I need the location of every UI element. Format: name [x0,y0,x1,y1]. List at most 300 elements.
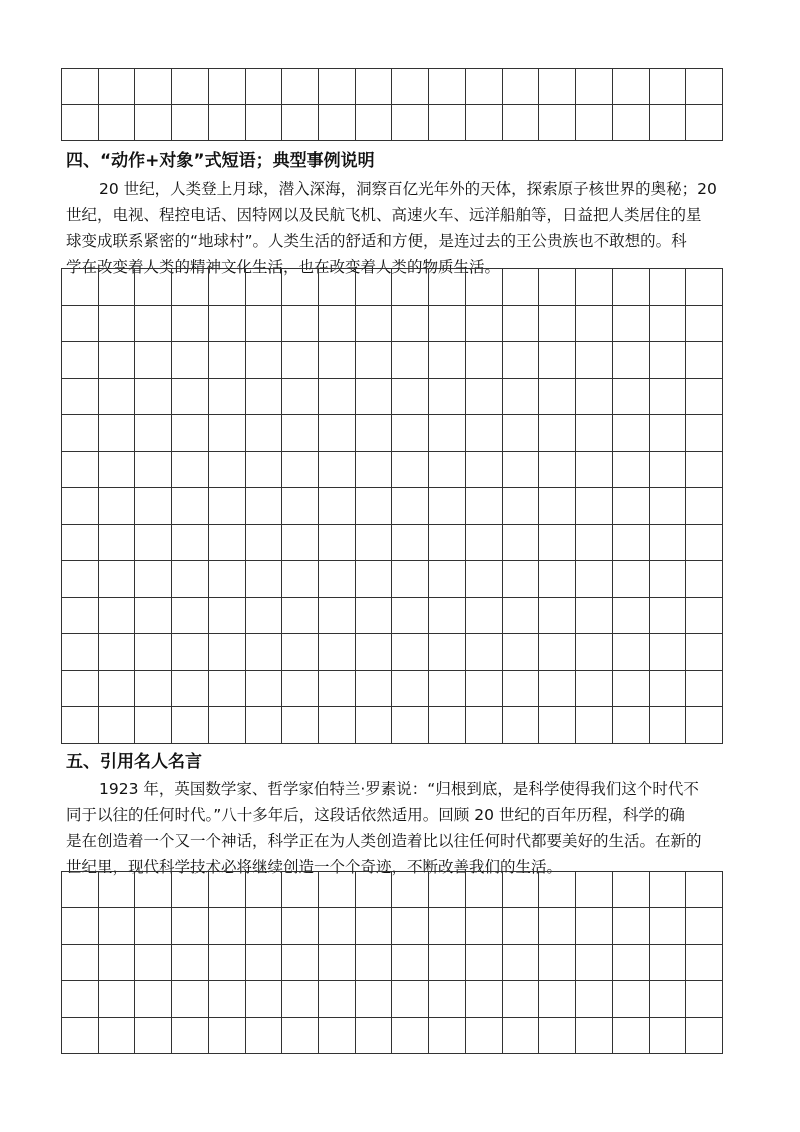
grid-cell [62,306,99,343]
grid-cell [576,872,613,908]
grid-cell [172,488,209,525]
grid-cell [209,269,246,306]
grid-cell [246,525,283,562]
grid-cell [466,872,503,908]
grid-cell [613,598,650,635]
grid-cell [503,945,540,981]
grid-cell [99,269,136,306]
grid-cell [99,379,136,416]
grid-cell [172,945,209,981]
grid-cell [576,415,613,452]
grid-cell [392,379,429,416]
grid-cell [356,306,393,343]
grid-cell [246,69,283,105]
grid-cell [650,1018,687,1054]
grid-cell [356,561,393,598]
grid-cell [503,269,540,306]
grid-cell [503,452,540,489]
grid-cell [650,488,687,525]
grid-cell [319,525,356,562]
grid-cell [392,908,429,944]
grid-cell [539,981,576,1017]
grid-cell [576,671,613,708]
grid-cell [172,342,209,379]
grid-cell [392,306,429,343]
grid-cell [282,342,319,379]
grid-cell [503,908,540,944]
grid-cell [62,1018,99,1054]
grid-cell [392,1018,429,1054]
grid-cell [613,379,650,416]
grid-cell [99,634,136,671]
grid-cell [62,561,99,598]
writing-grid-middle [61,268,723,744]
grid-cell [209,306,246,343]
grid-cell [392,105,429,141]
grid-cell [356,105,393,141]
grid-cell [319,598,356,635]
grid-cell [246,908,283,944]
grid-cell [392,69,429,105]
grid-cell [282,1018,319,1054]
grid-cell [62,379,99,416]
grid-cell [429,69,466,105]
grid-cell [576,306,613,343]
grid-cell [172,306,209,343]
grid-cell [99,306,136,343]
grid-cell [503,105,540,141]
grid-cell [282,908,319,944]
grid-cell [282,981,319,1017]
grid-cell [429,634,466,671]
grid-cell [576,561,613,598]
grid-cell [429,1018,466,1054]
grid-cell [135,342,172,379]
grid-cell [576,1018,613,1054]
grid-cell [356,872,393,908]
grid-cell [466,452,503,489]
grid-cell [135,908,172,944]
grid-cell [503,598,540,635]
grid-cell [62,872,99,908]
grid-cell [686,561,723,598]
grid-cell [99,598,136,635]
grid-cell [392,488,429,525]
grid-cell [466,945,503,981]
grid-cell [99,945,136,981]
grid-cell [392,981,429,1017]
grid-cell [62,671,99,708]
grid-cell [172,379,209,416]
grid-cell [209,908,246,944]
grid-cell [135,634,172,671]
grid-cell [356,908,393,944]
grid-cell [62,269,99,306]
grid-cell [686,525,723,562]
grid-cell [172,1018,209,1054]
grid-cell [246,872,283,908]
grid-cell [246,981,283,1017]
grid-cell [503,707,540,744]
paragraph-line: 球变成联系紧密的“地球村”。人类生活的舒适和方便，是连过去的王公贵族也不敢想的。科 [66,232,687,250]
grid-cell [686,269,723,306]
grid-cell [99,452,136,489]
grid-cell [539,488,576,525]
grid-cell [356,342,393,379]
grid-cell [503,415,540,452]
grid-cell [429,379,466,416]
grid-cell [99,525,136,562]
grid-cell [62,525,99,562]
grid-cell [172,525,209,562]
grid-cell [539,872,576,908]
grid-cell [356,1018,393,1054]
grid-cell [503,525,540,562]
grid-cell [209,561,246,598]
grid-cell [135,379,172,416]
grid-cell [135,707,172,744]
grid-cell [539,707,576,744]
grid-cell [99,69,136,105]
grid-cell [539,525,576,562]
grid-cell [466,488,503,525]
grid-cell [466,69,503,105]
grid-cell [392,342,429,379]
grid-cell [429,269,466,306]
paragraph-line: 1923 年，英国数学家、哲学家伯特兰·罗素说：“归根到底，是科学使得我们这个时代不 [99,780,699,798]
grid-cell [319,379,356,416]
grid-cell [650,945,687,981]
grid-cell [62,488,99,525]
grid-cell [392,872,429,908]
grid-cell [246,415,283,452]
grid-cell [319,981,356,1017]
grid-cell [62,342,99,379]
grid-cell [356,671,393,708]
grid-cell [650,306,687,343]
grid-cell [613,105,650,141]
grid-cell [503,671,540,708]
grid-cell [172,671,209,708]
grid-cell [650,415,687,452]
grid-cell [392,415,429,452]
grid-cell [99,872,136,908]
grid-cell [356,981,393,1017]
grid-cell [392,634,429,671]
grid-cell [429,945,466,981]
paragraph-line: 世纪里，现代科学技术必将继续创造一个个奇迹，不断改善我们的生活。 [66,858,563,876]
grid-cell [319,69,356,105]
grid-cell [172,598,209,635]
grid-cell [539,634,576,671]
grid-cell [319,342,356,379]
grid-cell [539,598,576,635]
grid-cell [356,945,393,981]
grid-cell [686,306,723,343]
grid-cell [429,981,466,1017]
grid-cell [319,707,356,744]
grid-cell [576,379,613,416]
grid-cell [686,415,723,452]
grid-cell [686,105,723,141]
grid-cell [650,981,687,1017]
grid-cell [135,488,172,525]
grid-cell [209,342,246,379]
grid-cell [209,671,246,708]
writing-grid-top [61,68,723,141]
grid-cell [282,269,319,306]
grid-cell [246,306,283,343]
grid-cell [209,105,246,141]
grid-cell [686,872,723,908]
grid-cell [172,872,209,908]
grid-cell [319,1018,356,1054]
grid-cell [392,945,429,981]
grid-cell [539,105,576,141]
grid-cell [392,452,429,489]
grid-cell [686,1018,723,1054]
grid-cell [466,634,503,671]
grid-cell [539,452,576,489]
grid-cell [392,598,429,635]
grid-cell [246,379,283,416]
grid-cell [282,707,319,744]
grid-cell [576,269,613,306]
grid-cell [319,488,356,525]
grid-cell [356,707,393,744]
grid-cell [62,452,99,489]
grid-cell [650,342,687,379]
paragraph-line: 同于以往的任何时代。”八十多年后，这段话依然适用。回顾 20 世纪的百年历程，科学的确 [66,806,685,824]
grid-cell [62,598,99,635]
grid-cell [282,105,319,141]
grid-cell [282,379,319,416]
grid-cell [356,488,393,525]
grid-cell [99,981,136,1017]
grid-cell [282,452,319,489]
grid-cell [135,872,172,908]
grid-cell [209,981,246,1017]
grid-cell [282,561,319,598]
grid-cell [209,525,246,562]
grid-cell [282,69,319,105]
grid-cell [613,561,650,598]
grid-cell [135,561,172,598]
grid-cell [429,872,466,908]
grid-cell [135,105,172,141]
grid-cell [356,69,393,105]
grid-cell [356,598,393,635]
grid-cell [319,671,356,708]
grid-cell [209,415,246,452]
grid-cell [135,415,172,452]
grid-cell [429,671,466,708]
grid-cell [650,105,687,141]
grid-cell [429,598,466,635]
grid-cell [686,69,723,105]
grid-cell [429,707,466,744]
grid-cell [99,908,136,944]
grid-cell [246,105,283,141]
grid-cell [466,379,503,416]
grid-cell [686,488,723,525]
grid-cell [613,945,650,981]
grid-cell [613,452,650,489]
grid-cell [392,561,429,598]
grid-cell [576,634,613,671]
grid-cell [613,908,650,944]
grid-cell [282,872,319,908]
paragraph-line: 世纪，电视、程控电话、因特网以及民航飞机、高速火车、远洋船舶等，日益把人类居住的星 [66,206,702,224]
grid-cell [650,671,687,708]
grid-cell [246,488,283,525]
grid-cell [650,598,687,635]
grid-cell [613,707,650,744]
grid-cell [209,945,246,981]
grid-cell [613,488,650,525]
grid-cell [686,945,723,981]
grid-cell [392,671,429,708]
grid-cell [319,415,356,452]
grid-cell [503,69,540,105]
grid-cell [319,306,356,343]
grid-cell [246,1018,283,1054]
grid-cell [466,561,503,598]
grid-cell [99,105,136,141]
grid-cell [539,561,576,598]
grid-cell [62,981,99,1017]
grid-cell [466,671,503,708]
grid-cell [99,1018,136,1054]
grid-cell [172,908,209,944]
grid-cell [466,525,503,562]
grid-cell [392,707,429,744]
grid-cell [576,981,613,1017]
grid-cell [466,707,503,744]
grid-cell [429,561,466,598]
grid-cell [99,707,136,744]
grid-cell [650,269,687,306]
grid-cell [172,634,209,671]
grid-cell [650,69,687,105]
grid-cell [613,342,650,379]
grid-cell [319,452,356,489]
section-5-paragraph [66,776,726,880]
grid-cell [613,269,650,306]
grid-cell [135,671,172,708]
grid-cell [650,379,687,416]
grid-cell [172,105,209,141]
grid-cell [282,415,319,452]
grid-cell [172,415,209,452]
grid-cell [99,342,136,379]
grid-cell [650,561,687,598]
grid-cell [576,488,613,525]
grid-cell [246,561,283,598]
grid-cell [246,671,283,708]
grid-cell [172,69,209,105]
grid-cell [319,945,356,981]
section-5-heading: 五、引用名人名言 [66,752,202,772]
grid-cell [319,908,356,944]
grid-cell [135,525,172,562]
grid-cell [356,634,393,671]
grid-cell [613,671,650,708]
grid-cell [62,105,99,141]
grid-cell [576,945,613,981]
grid-cell [282,306,319,343]
grid-cell [539,908,576,944]
grid-cell [576,707,613,744]
grid-cell [356,379,393,416]
grid-cell [429,306,466,343]
grid-cell [246,707,283,744]
grid-cell [99,671,136,708]
grid-cell [246,634,283,671]
grid-cell [539,415,576,452]
grid-cell [466,598,503,635]
grid-cell [576,598,613,635]
grid-cell [686,671,723,708]
grid-cell [466,269,503,306]
grid-cell [650,872,687,908]
grid-cell [209,872,246,908]
grid-cell [319,561,356,598]
grid-cell [503,379,540,416]
grid-cell [613,1018,650,1054]
grid-cell [209,452,246,489]
grid-cell [503,981,540,1017]
grid-cell [429,908,466,944]
grid-cell [282,634,319,671]
grid-cell [503,1018,540,1054]
section-4-heading: 四、“动作+对象”式短语；典型事例说明 [66,151,375,171]
grid-cell [650,525,687,562]
grid-cell [466,105,503,141]
grid-cell [209,1018,246,1054]
grid-cell [319,105,356,141]
grid-cell [209,598,246,635]
grid-cell [282,488,319,525]
grid-cell [356,269,393,306]
grid-cell [539,269,576,306]
grid-cell [539,306,576,343]
grid-cell [356,452,393,489]
grid-cell [613,306,650,343]
grid-cell [135,452,172,489]
grid-cell [62,945,99,981]
grid-cell [246,598,283,635]
grid-cell [62,634,99,671]
grid-cell [613,872,650,908]
grid-cell [319,634,356,671]
grid-cell [392,525,429,562]
grid-cell [650,908,687,944]
grid-cell [62,908,99,944]
grid-cell [613,69,650,105]
grid-cell [466,981,503,1017]
grid-cell [539,1018,576,1054]
grid-cell [429,452,466,489]
grid-cell [135,981,172,1017]
grid-cell [209,488,246,525]
grid-cell [172,269,209,306]
grid-cell [282,671,319,708]
grid-cell [576,69,613,105]
grid-cell [466,908,503,944]
grid-cell [246,269,283,306]
grid-cell [466,342,503,379]
